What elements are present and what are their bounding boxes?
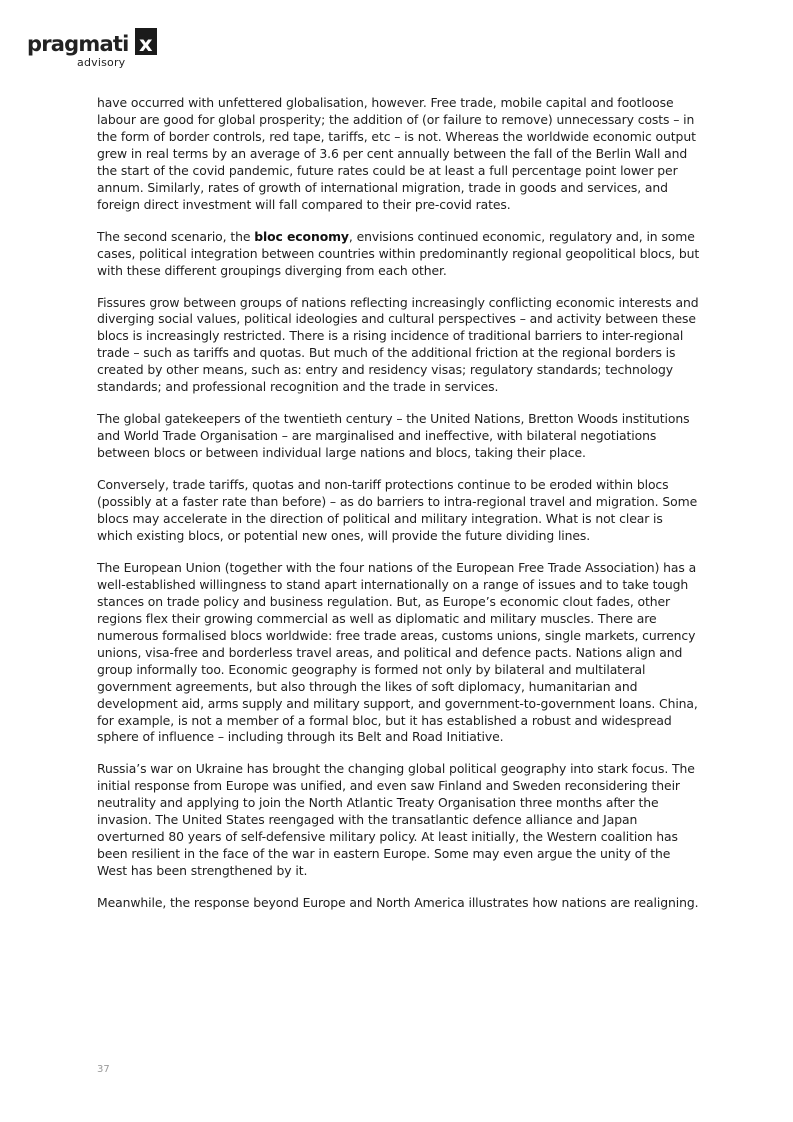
brand-logo [27, 26, 167, 74]
paragraph-1: have occurred with unfettered globalisation, however. Free trade, mobile capital and footloose labour are good for global prosperity; the addition of (or failure to remove) unnecessary costs – in the form of border controls, red tape, tariffs, etc – is not. Whereas the worldwide economic output grew in real terms by an average of 3.6 per cent annually between the fall of the Berlin Wall and the start of the covid pandemic, future rates could be at least a full percentage point lower per annum. Similarly, rates of growth of international migration, trade in goods and services, and foreign direct investment will fall compared to their pre-covid rates. [97, 95, 696, 212]
paragraph-4: The global gatekeepers of the twentieth century – the United Nations, Bretton Woods institutions and World Trade Organisation – are marginalised and ineffective, with bilateral negotiations between blocs or between individual large nations and blocs, taking their place. [97, 411, 690, 461]
paragraph-6: The European Union (together with the four nations of the European Free Trade Association) has a well-established willingness to stand apart internationally on a range of issues and to take tough stances on trade policy and business regulation. But, as Europe’s economic clout fades, other regions flex their growing commercial as well as diplomatic and military muscles. There are numerous formalised blocs worldwide: free trade areas, customs unions, single markets, currency unions, visa-free and borderless travel areas, and political and defence pacts. Nations align and group informally too. Economic geography is formed not only by bilateral and multilateral government agreements, but also through the likes of soft diplomacy, humanitarian and development aid, arms supply and military support, and government-to-government loans. China, for example, is not a member of a formal bloc, but it has established a robust and widespread sphere of influence – including through its Belt and Road Initiative. [97, 559, 698, 745]
paragraph-2-lead: The second scenario, the [97, 228, 255, 244]
paragraph-5: Conversely, trade tariffs, quotas and non-tariff protections continue to be eroded within blocs (possibly at a faster rate than before) – as do barriers to intra-regional travel and migration. Some blocs may accelerate in the direction of political and military integration. What is not clear is which existing blocs, or potential new ones, will provide the future dividing lines. [97, 477, 698, 543]
body-text [97, 95, 701, 927]
paragraph-8: Meanwhile, the response beyond Europe and North America illustrates how nations are realigning. [97, 895, 699, 911]
bloc-economy-term: bloc economy [254, 228, 349, 244]
brand-name: pragmati [27, 32, 129, 56]
paragraph-7: Russia’s war on Ukraine has brought the changing global political geography into stark focus. The initial response from Europe was unified, and even saw Finland and Sweden reconsidering their neutrality and applying to join the North Atlantic Treaty Organisation three months after the invasion. The United States reengaged with the transatlantic defence alliance and Japan overturned 80 years of self-defensive military policy. At least initially, the Western coalition has been resilient in the face of the war in eastern Europe. Some may even argue the unity of the West has been strengthened by it. [97, 761, 695, 879]
brand-subtitle: advisory [77, 56, 126, 69]
page-number: 37 [97, 1064, 110, 1075]
paragraph-3: Fissures grow between groups of nations reflecting increasingly conflicting economic interests and diverging social values, political ideologies and cultural perspectives – and activity between these blocs is increasingly restricted. There is a rising incidence of traditional barriers to inter-regional trade – such as tariffs and quotas. But much of the additional friction at the regional borders is created by other means, such as: entry and residency visas; regulatory standards; technology standards; and professional recognition and the trade in services. [97, 294, 699, 395]
paragraph-2 [97, 229, 701, 280]
brand-mark-letter: x [139, 32, 153, 56]
paragraph-2-rest: , envisions continued economic, regulatory and, in some cases, political integration between countries within predominantly regional geopolitical blocs, but with these different groupings diverging from each other. [97, 228, 700, 278]
